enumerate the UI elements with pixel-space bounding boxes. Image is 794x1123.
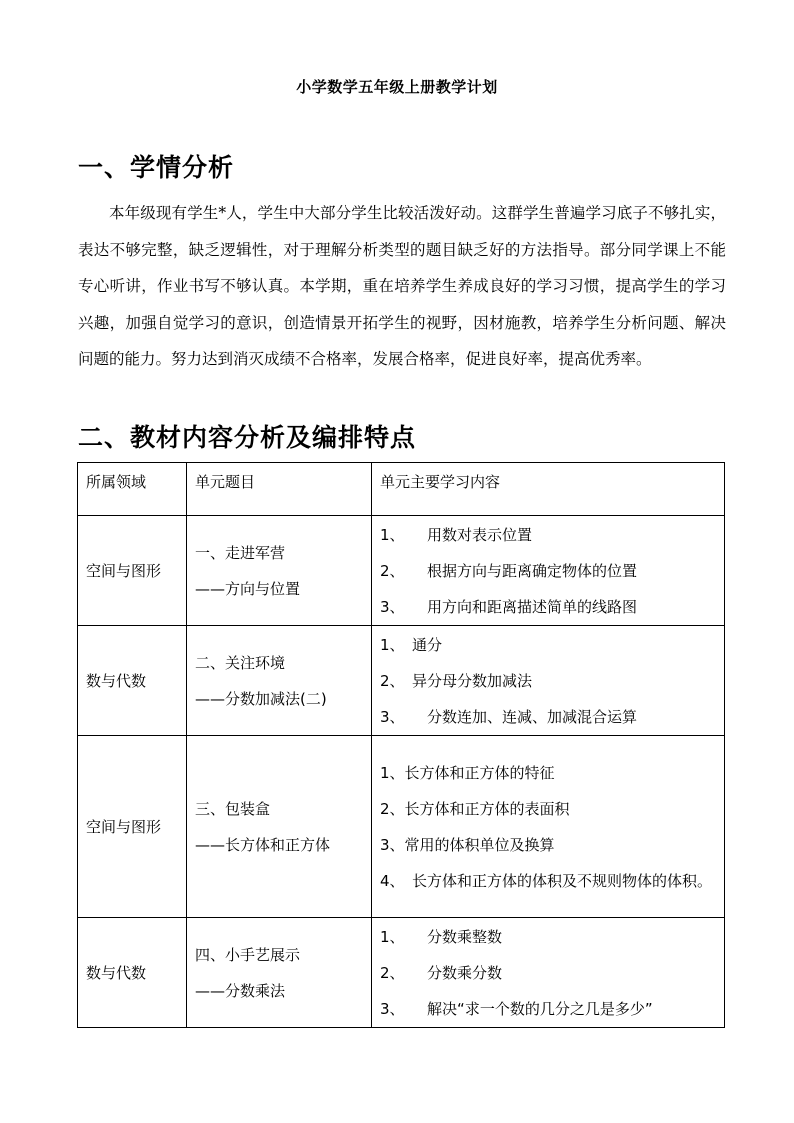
content-item: 4、 长方体和正方体的体积及不规则物体的体积。	[380, 871, 713, 890]
row-contents	[372, 918, 725, 1028]
row-domain: 数与代数	[78, 918, 187, 1028]
header-contents: 单元主要学习内容	[372, 463, 725, 516]
content-item: 1、 用数对表示位置	[380, 525, 533, 544]
table-row	[78, 626, 725, 736]
row-unit	[187, 626, 372, 736]
student-analysis-paragraph: 本年级现有学生*人，学生中大部分学生比较活泼好动。这群学生普遍学习底子不够扎实，表达不够完整，缺乏逻辑性，对于理解分析类型的题目缺乏好的方法指导。部分同学课上不能专心听讲，作业书写不够认真。本学期，重在培养学生养成良好的学习习惯，提高学生的学习兴趣，加强自觉学习的意识，创造情景开拓学生的视野，因材施教，培养学生分析问题、解决问题的能力。努力达到消灭成绩不合格率，发展合格率，促进良好率，提高优秀率。	[78, 204, 726, 368]
unit-subtitle: ——分数乘法	[195, 981, 286, 1000]
row-unit	[187, 516, 372, 626]
content-item: 1、 通分	[380, 635, 443, 654]
section-heading-student-analysis: 一、学情分析	[78, 153, 235, 182]
content-item: 2、 根据方向与距离确定物体的位置	[380, 561, 638, 580]
row-domain: 空间与图形	[78, 516, 187, 626]
content-item: 3、 用方向和距离描述简单的线路图	[380, 597, 638, 616]
unit-subtitle: ——长方体和正方体	[195, 835, 331, 854]
row-contents	[372, 626, 725, 736]
row-domain: 空间与图形	[78, 736, 187, 918]
content-item: 3、常用的体积单位及换算	[380, 835, 555, 854]
unit-subtitle: ——分数加减法(二)	[195, 689, 327, 708]
row-contents	[372, 736, 725, 918]
row-unit	[187, 736, 372, 918]
table-header-row	[78, 463, 725, 516]
content-item: 3、 分数连加、连减、加减混合运算	[380, 707, 638, 726]
table-row	[78, 736, 725, 918]
unit-title: 一、走进军营	[195, 543, 286, 562]
section-heading-textbook-analysis: 二、教材内容分析及编排特点	[78, 423, 417, 452]
unit-subtitle: ——方向与位置	[195, 579, 301, 598]
curriculum-table	[77, 462, 725, 1028]
unit-title: 二、关注环境	[195, 653, 286, 672]
content-item: 2、 分数乘分数	[380, 963, 503, 982]
row-domain: 数与代数	[78, 626, 187, 736]
row-unit	[187, 918, 372, 1028]
header-domain: 所属领域	[78, 463, 187, 516]
content-item: 1、 分数乘整数	[380, 927, 503, 946]
table-row	[78, 516, 725, 626]
content-item: 1、长方体和正方体的特征	[380, 763, 555, 782]
content-item: 2、 异分母分数加减法	[380, 671, 533, 690]
table-row	[78, 918, 725, 1028]
content-item: 2、长方体和正方体的表面积	[380, 799, 570, 818]
document-title: 小学数学五年级上册教学计划	[296, 78, 498, 96]
row-contents	[372, 516, 725, 626]
content-item: 3、 解决“求一个数的几分之几是多少”	[380, 999, 653, 1018]
unit-title: 三、包装盒	[195, 799, 271, 818]
unit-title: 四、小手艺展示	[195, 945, 301, 964]
header-unit: 单元题目	[187, 463, 372, 516]
